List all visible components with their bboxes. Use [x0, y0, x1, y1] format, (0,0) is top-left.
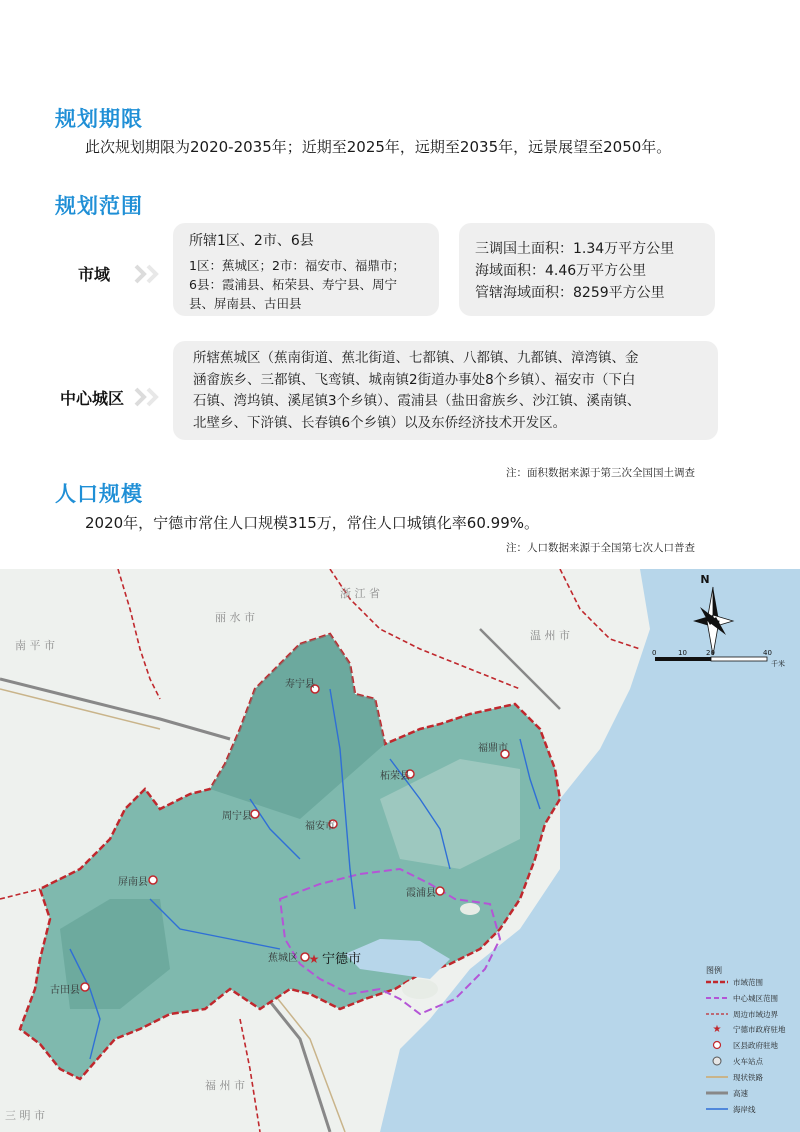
population-source-note: 注：人口数据来源于全国第七次人口普查	[506, 542, 695, 554]
north-label: N	[700, 573, 710, 586]
city-card-line: 1区：蕉城区；2市：福安市、福鼎市；	[189, 258, 405, 273]
scale-tick: 10	[678, 649, 687, 657]
planning-map	[0, 569, 800, 1132]
center-label: 中心城区	[60, 389, 125, 408]
label-wenzhou: 温 州 市	[530, 629, 570, 642]
legend-item: 区县政府驻地	[733, 1041, 778, 1050]
train-station-icon	[713, 1057, 721, 1065]
area-source-note: 注：面积数据来源于第三次全国国土调查	[506, 467, 695, 479]
island	[402, 979, 438, 999]
legend-item: 宁德市政府驻地	[733, 1025, 786, 1034]
label-zhouning: 周宁县	[222, 811, 252, 822]
legend-item: 海岸线	[733, 1105, 756, 1114]
city-admin-card	[173, 223, 439, 316]
legend-item: 周边市域边界	[733, 1010, 778, 1019]
label-gutian: 古田县	[50, 985, 80, 996]
legend-item: 中心城区范围	[733, 994, 778, 1003]
city-label: 市域	[78, 265, 111, 284]
area-line: 海域面积：4.46万平方公里	[475, 263, 647, 279]
legend-item: 火车站点	[733, 1057, 763, 1066]
label-shouning: 寿宁县	[285, 679, 315, 690]
population-text: 2020年，宁德市常住人口规模315万，常住人口城镇化率60.99%。	[85, 514, 540, 532]
circle-icon	[714, 1042, 721, 1049]
label-sanming: 三 明 市	[5, 1109, 45, 1122]
label-zhejiang: 浙 江 省	[340, 587, 380, 600]
area-line: 管辖海域面积：8259平方公里	[475, 285, 665, 301]
star-icon: ★	[712, 1024, 722, 1035]
period-text: 此次规划期限为2020-2035年；近期至2025年，远期至2035年，远景展望至2050年。	[85, 138, 672, 156]
center-line: 涵畲族乡、三都镇、飞鸾镇、城南镇2街道办事处8个乡镇）、福安市（下白	[193, 371, 636, 388]
scale-tick: 0	[652, 649, 657, 657]
center-line: 石镇、湾坞镇、溪尾镇3个乡镇）、霞浦县（盐田畲族乡、沙江镇、溪南镇、	[193, 393, 641, 409]
label-fuan: 福安市	[305, 821, 335, 832]
label-ningde: 宁德市	[322, 952, 362, 967]
label-fuzhou: 福 州 市	[205, 1079, 245, 1092]
island	[460, 903, 480, 915]
label-nanping: 南 平 市	[15, 639, 55, 652]
county-seat-marker	[251, 810, 259, 818]
label-lishui: 丽 水 市	[215, 611, 255, 624]
period-heading: 规划期限	[55, 107, 143, 131]
legend-item: 高速	[733, 1089, 748, 1098]
scale-unit: 千米	[771, 660, 785, 668]
county-seat-marker	[81, 983, 89, 991]
legend-title: 图例	[706, 966, 722, 975]
city-card-line: 6县：霞浦县、柘荣县、寿宁县、周宁	[189, 277, 397, 292]
chevron-right-icon	[134, 387, 164, 407]
city-card-title: 所辖1区、2市、6县	[189, 233, 314, 249]
city-card-line: 县、屏南县、古田县	[189, 296, 302, 311]
center-line: 北壁乡、下浒镇、长春镇6个乡镇）以及东侨经济技术开发区。	[193, 414, 567, 431]
scale-tick: 40	[763, 649, 772, 657]
county-seat-marker	[149, 876, 157, 884]
label-zherong: 柘荣县	[380, 771, 410, 782]
label-fuding: 福鼎市	[478, 743, 508, 754]
label-jiaocheng: 蕉城区	[268, 953, 298, 964]
legend-item: 现状铁路	[733, 1073, 763, 1082]
map-canvas	[0, 569, 800, 1132]
area-line: 三调国土面积：1.34万平方公里	[475, 241, 675, 257]
chevron-right-icon	[134, 264, 164, 284]
label-xiapu: 霞浦县	[406, 888, 436, 899]
center-area-card	[173, 341, 718, 440]
city-area-card	[459, 223, 715, 316]
legend-item: 市域范围	[733, 978, 763, 987]
center-line: 所辖蕉城区（蕉南街道、蕉北街道、七都镇、八都镇、九都镇、漳湾镇、金	[193, 350, 639, 366]
population-heading: 人口规模	[55, 482, 143, 506]
label-pingnan: 屏南县	[118, 877, 148, 888]
city-seat-star-icon: ★	[308, 952, 320, 966]
scale-tick: 20	[706, 649, 715, 657]
county-seat-marker	[436, 887, 444, 895]
scope-heading: 规划范围	[55, 194, 143, 218]
